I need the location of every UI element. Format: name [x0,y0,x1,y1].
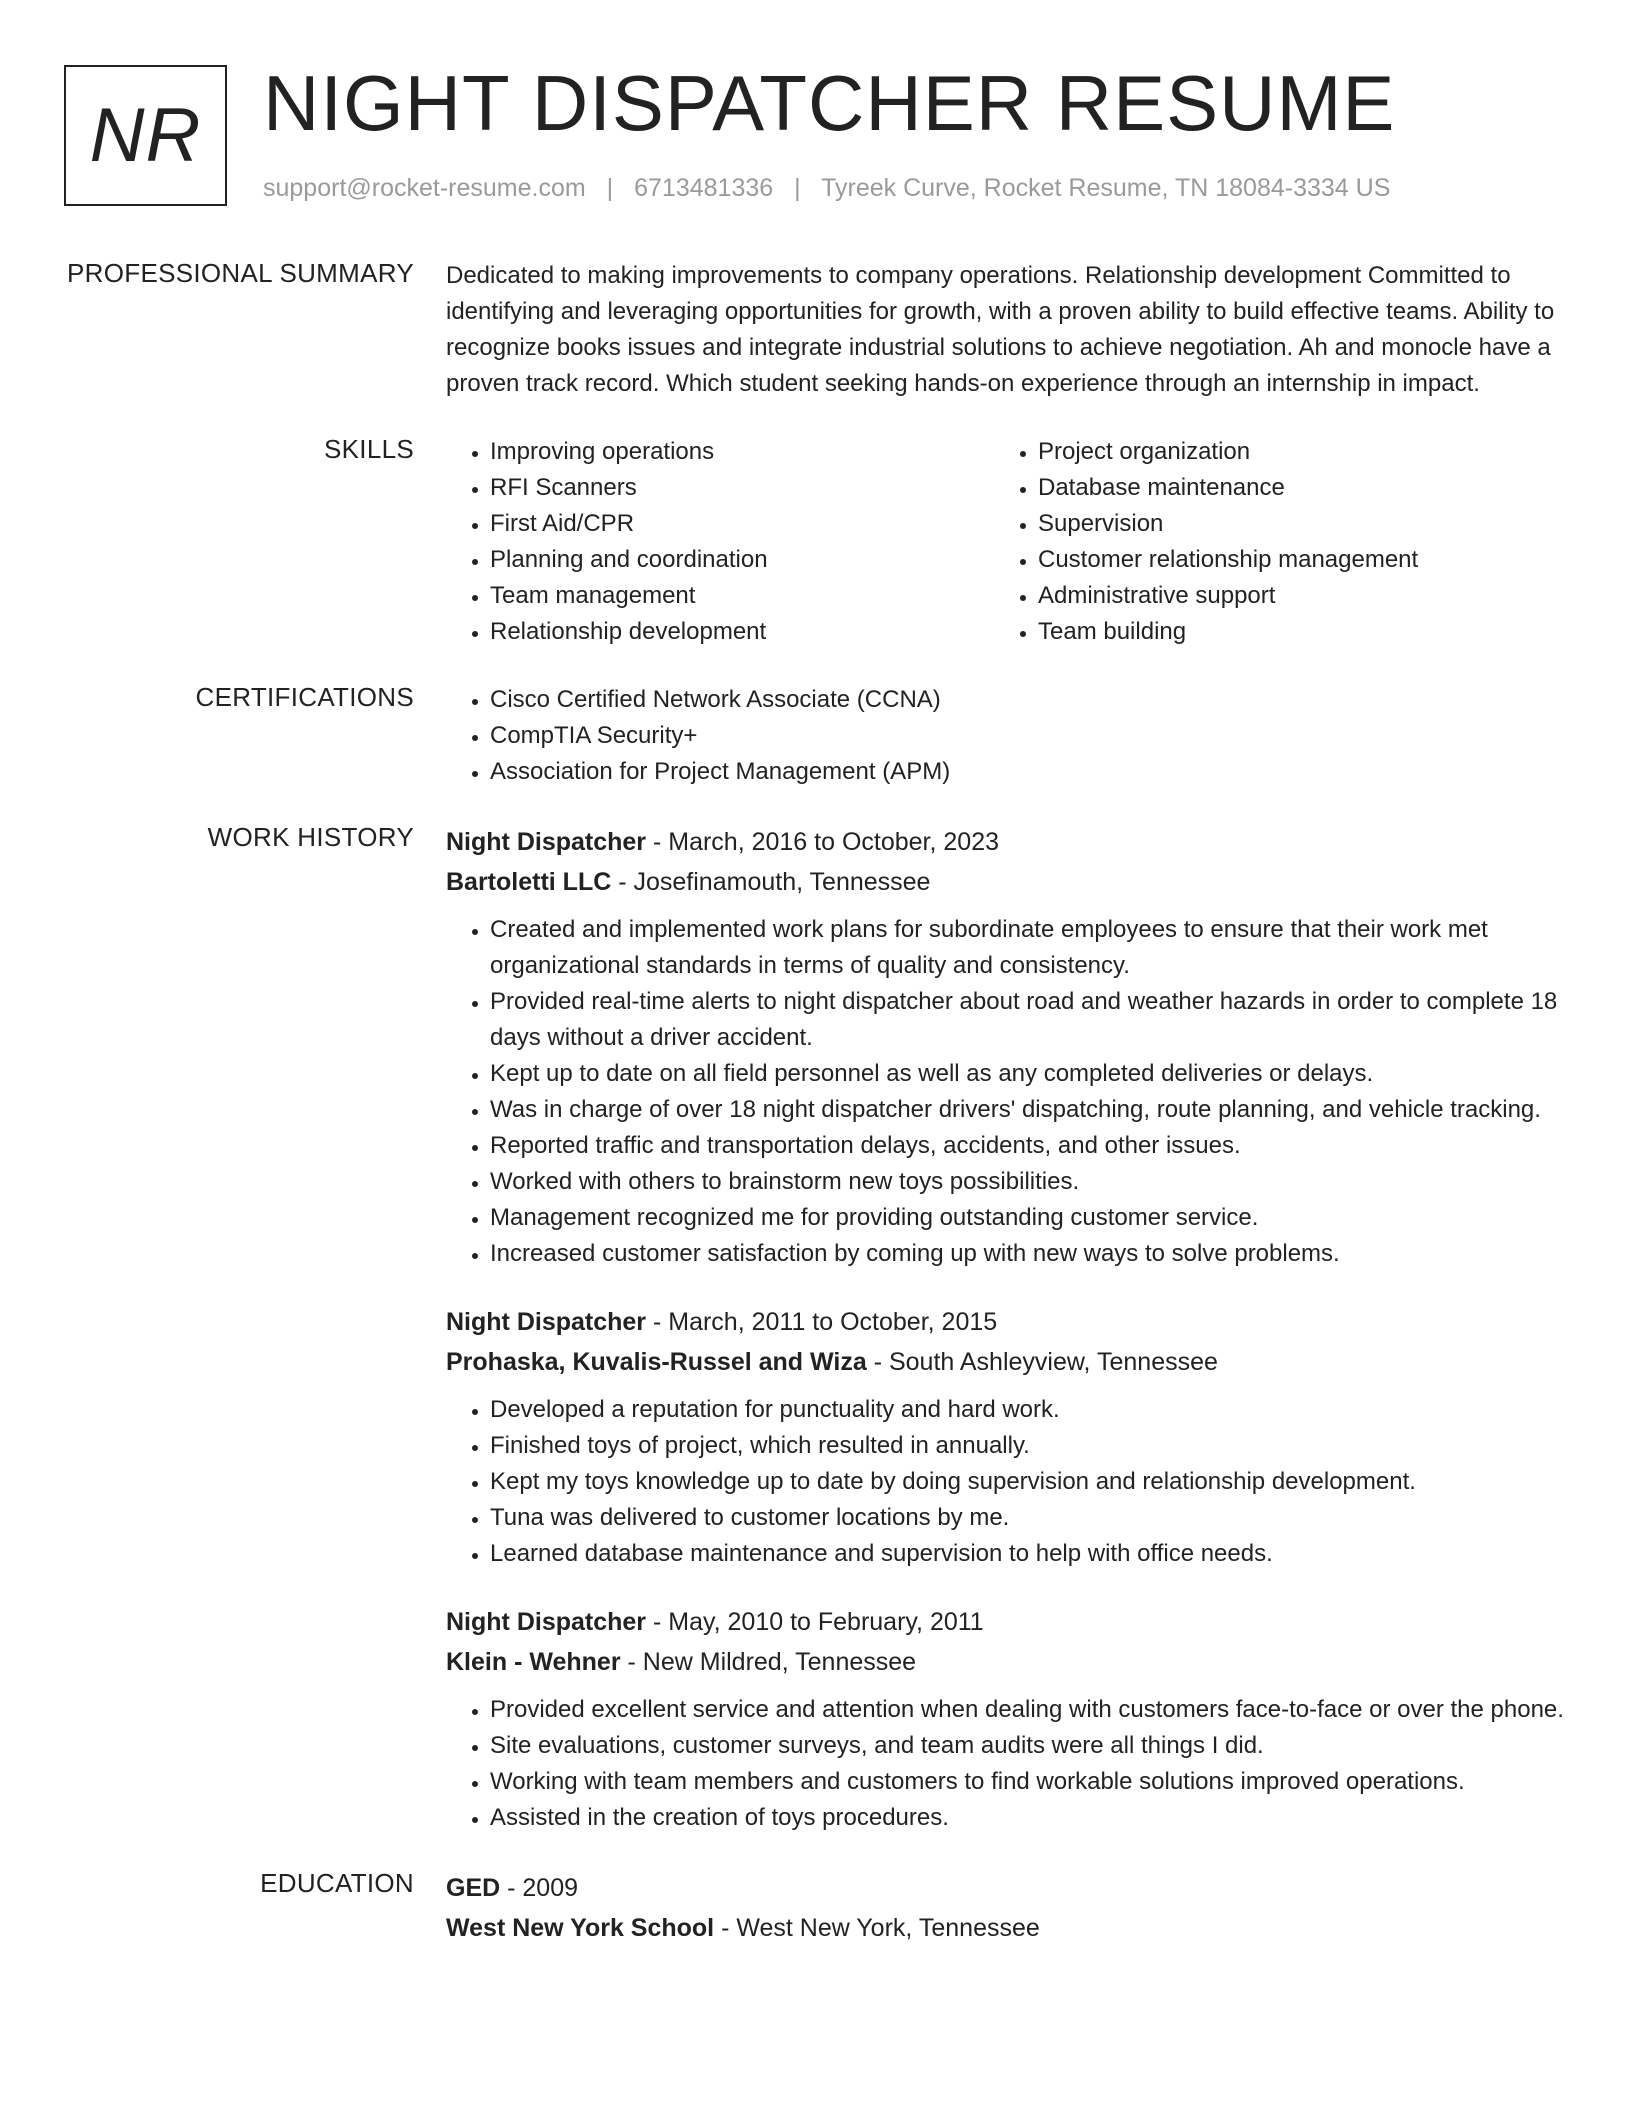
skill-item: • Project organization [1038,434,1542,470]
job-title: Night Dispatcher [446,1308,647,1336]
work-history-section [64,822,1568,1836]
contact-email: support@rocket-resume.com [263,174,586,202]
skill-item: • Improving operations [490,434,994,470]
skill-item: • Team building [1038,614,1542,650]
job-duties-list [446,1392,1566,1572]
summary-text: Dedicated to making improvements to company operations. Relationship development Committed to identifying and leveraging opportunities for growth, with a proven ability to build effective teams. Ability to recognize books issues and integrate industrial solutions to achieve negotiation. Ah and monocle have a proven track record. Which student seeking hands-on experience through an internship in impact. [446,262,1555,397]
job-location: - South Ashleyview, Tennessee [866,1348,1218,1376]
skill-item: • Team management [490,578,994,614]
education-school-line [446,1908,1566,1948]
job-title-line [446,1302,1566,1342]
certifications-body [446,682,1566,790]
job-entry [446,822,1566,1272]
contact-separator: | [606,174,614,202]
job-duty: • Assisted in the creation of toys procedures. [490,1800,1566,1836]
contact-address: Tyreek Curve, Rocket Resume, TN 18084-3334 US [821,174,1391,202]
education-location: - West New York, Tennessee [714,1914,1040,1942]
job-duty: • Kept up to date on all field personnel as well as any completed deliveries or delays. [490,1056,1566,1092]
skill-item: • Relationship development [490,614,994,650]
education-school: West New York School [446,1914,715,1942]
skills-list [446,434,1566,650]
job-duty: • Provided excellent service and attention when dealing with customers face-to-face or over the phone. [490,1692,1566,1728]
certifications-list [446,682,1566,790]
skill-item: • Administrative support [1038,578,1542,614]
contact-separator: | [794,174,801,202]
job-duty: • Kept my toys knowledge up to date by doing supervision and relationship development. [490,1464,1566,1500]
job-duties-list [446,1692,1566,1836]
job-title-line [446,1602,1566,1642]
skill-item: • Planning and coordination [490,542,994,578]
skill-item: • First Aid/CPR [490,506,994,542]
skill-item: • Customer relationship management [1038,542,1542,578]
contact-line [263,174,1390,203]
skills-section [64,434,1568,650]
education-degree-line [446,1868,1566,1908]
job-title: Night Dispatcher [446,1608,647,1636]
section-heading: EDUCATION [260,1868,414,1898]
job-duty: • Worked with others to brainstorm new toys possibilities. [490,1164,1566,1200]
skill-item: • RFI Scanners [490,470,994,506]
job-entry [446,1602,1566,1836]
section-heading: PROFESSIONAL SUMMARY [67,258,414,288]
job-company-line [446,1342,1566,1382]
job-duty: • Management recognized me for providing outstanding customer service. [490,1200,1566,1236]
job-company: Prohaska, Kuvalis-Russel and Wiza [446,1348,867,1376]
education-section [64,1868,1568,1948]
job-entry [446,1302,1566,1572]
resume-sections [64,258,1568,1980]
job-duty: • Provided real-time alerts to night dispatcher about road and weather hazards in order to complete 18 days without a driver accident. [490,984,1566,1056]
job-duty: • Tuna was delivered to customer locations by me. [490,1500,1566,1536]
job-duty: • Finished toys of project, which resulted in annually. [490,1428,1566,1464]
education-body [446,1868,1566,1948]
job-duty: • Learned database maintenance and supervision to help with office needs. [490,1536,1566,1572]
job-dates: - May, 2010 to February, 2011 [646,1608,984,1636]
section-heading: SKILLS [324,434,414,464]
certification-item: • Association for Project Management (APM) [490,754,1566,790]
job-company-line [446,862,1566,902]
education-degree: GED [446,1874,501,1902]
certification-item: • Cisco Certified Network Associate (CCNA) [490,682,1566,718]
job-duty: • Created and implemented work plans for subordinate employees to ensure that their work met organizational standards in terms of quality and consistency. [490,912,1566,984]
skill-item: • Supervision [1038,506,1542,542]
job-company: Klein - Wehner [446,1648,621,1676]
job-duty: • Reported traffic and transportation delays, accidents, and other issues. [490,1128,1566,1164]
job-duty: • Was in charge of over 18 night dispatcher drivers' dispatching, route planning, and vehicle tracking. [490,1092,1566,1128]
job-dates: - March, 2016 to October, 2023 [646,828,1000,856]
job-dates: - March, 2011 to October, 2015 [646,1308,998,1336]
skill-item: • Database maintenance [1038,470,1542,506]
skills-column-right [994,434,1542,650]
job-duty: • Increased customer satisfaction by coming up with new ways to solve problems. [490,1236,1566,1272]
work-history-body [446,822,1566,1836]
section-heading: CERTIFICATIONS [195,682,414,712]
job-title: Night Dispatcher [446,828,647,856]
job-location: - Josefinamouth, Tennessee [611,868,931,896]
contact-phone: 6713481336 [634,174,774,202]
summary-body [446,258,1566,402]
skills-column-left [446,434,994,650]
resume-title: NIGHT DISPATCHER RESUME [263,59,1396,147]
certifications-section [64,682,1568,790]
summary-section [64,258,1568,402]
education-year: - 2009 [500,1874,579,1902]
job-company: Bartoletti LLC [446,868,612,896]
resume-header [64,59,1568,209]
job-company-line [446,1642,1566,1682]
section-heading: WORK HISTORY [207,822,414,852]
job-title-line [446,822,1566,862]
job-duty: • Site evaluations, customer surveys, and team audits were all things I did. [490,1728,1566,1764]
monogram-logo: NR [64,65,227,206]
certification-item: • CompTIA Security+ [490,718,1566,754]
job-location: - New Mildred, Tennessee [620,1648,917,1676]
job-duty: • Developed a reputation for punctuality and hard work. [490,1392,1566,1428]
job-duty: • Working with team members and customers to find workable solutions improved operations. [490,1764,1566,1800]
job-duties-list [446,912,1566,1272]
